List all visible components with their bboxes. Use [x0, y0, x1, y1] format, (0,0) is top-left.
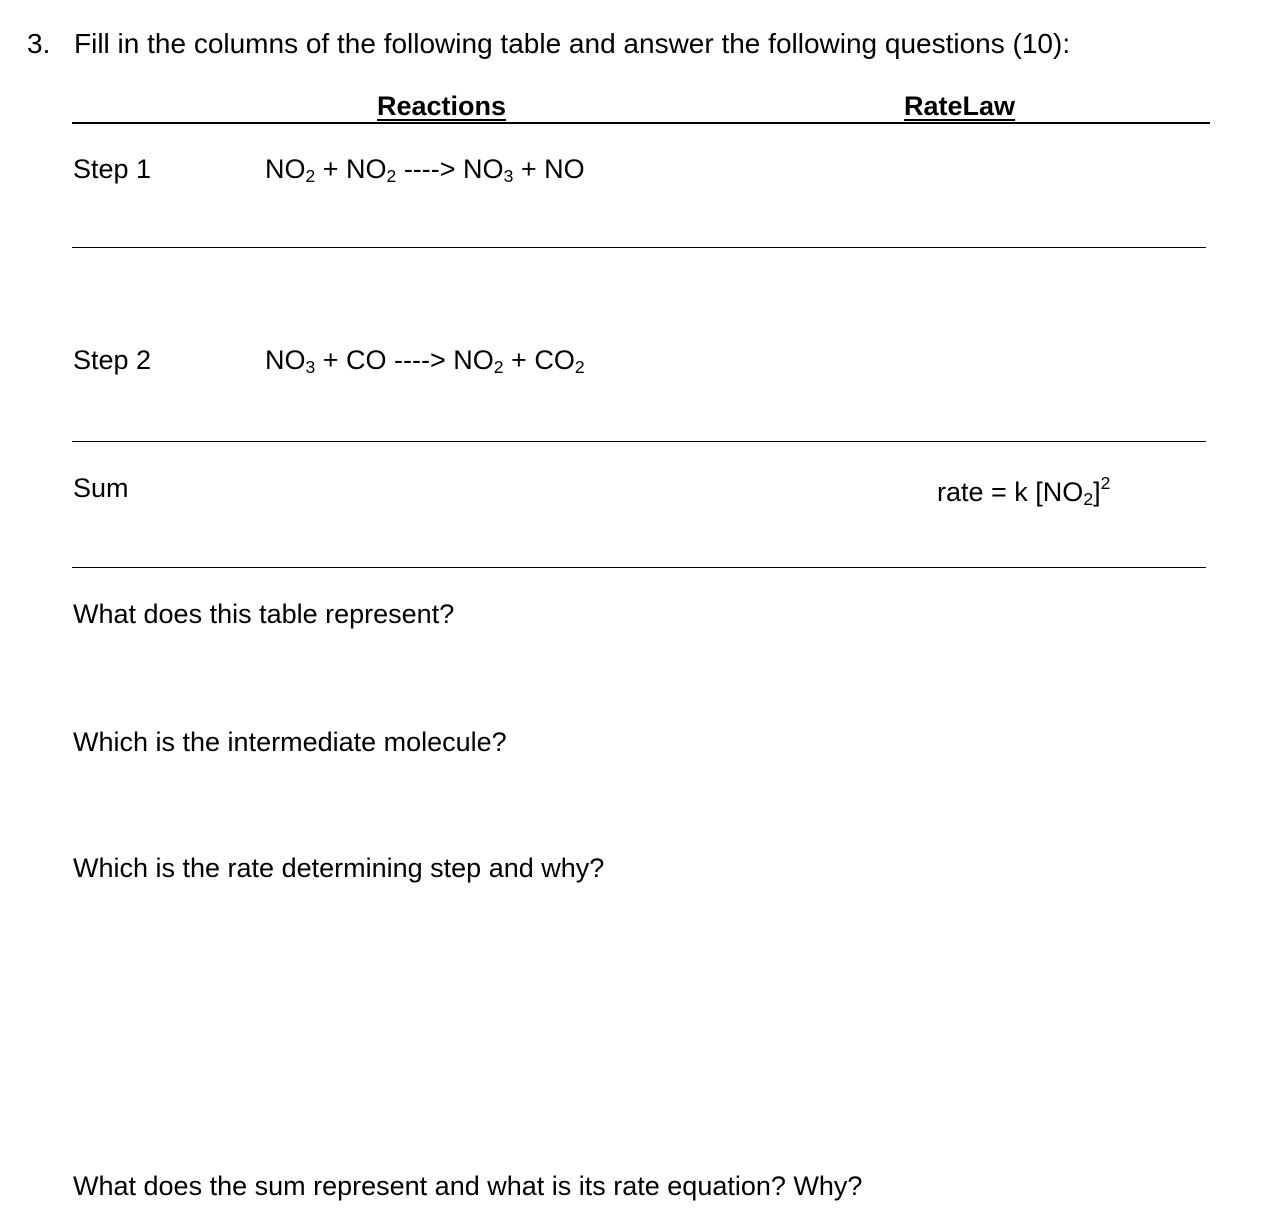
step-2-label: Step 2	[73, 345, 152, 375]
question-number: 3.	[27, 28, 51, 59]
step-2-reaction: $NO_3$ + CO ----> $NO_2 + CO_2$	[265, 345, 585, 377]
question-rate-determining: Which is the rate determining step and why?	[73, 853, 605, 883]
step-1-divider	[72, 247, 1206, 248]
step-1-reaction: $NO_2 + NO_2$ ----> $NO_3$ + NO	[265, 154, 585, 186]
sum-rate-law: rate = k $[NO_2]^2$	[937, 473, 1111, 509]
question-intermediate: Which is the intermediate molecule?	[73, 727, 507, 757]
reactions-column-header: Reactions	[377, 91, 507, 121]
header-divider	[72, 122, 1210, 124]
step-2-divider	[72, 441, 1206, 442]
sum-label: Sum	[73, 473, 129, 503]
question-sum-represent: What does the sum represent and what is its rate equation? Why?	[73, 1171, 863, 1201]
step-1-label: Step 1	[73, 154, 152, 184]
sum-divider	[72, 567, 1206, 568]
rate-law-column-header: RateLaw	[904, 91, 1016, 121]
question-table-represent: What does this table represent?	[73, 599, 455, 629]
question-title: Fill in the columns of the following table and answer the following questions (10):	[74, 28, 1071, 59]
